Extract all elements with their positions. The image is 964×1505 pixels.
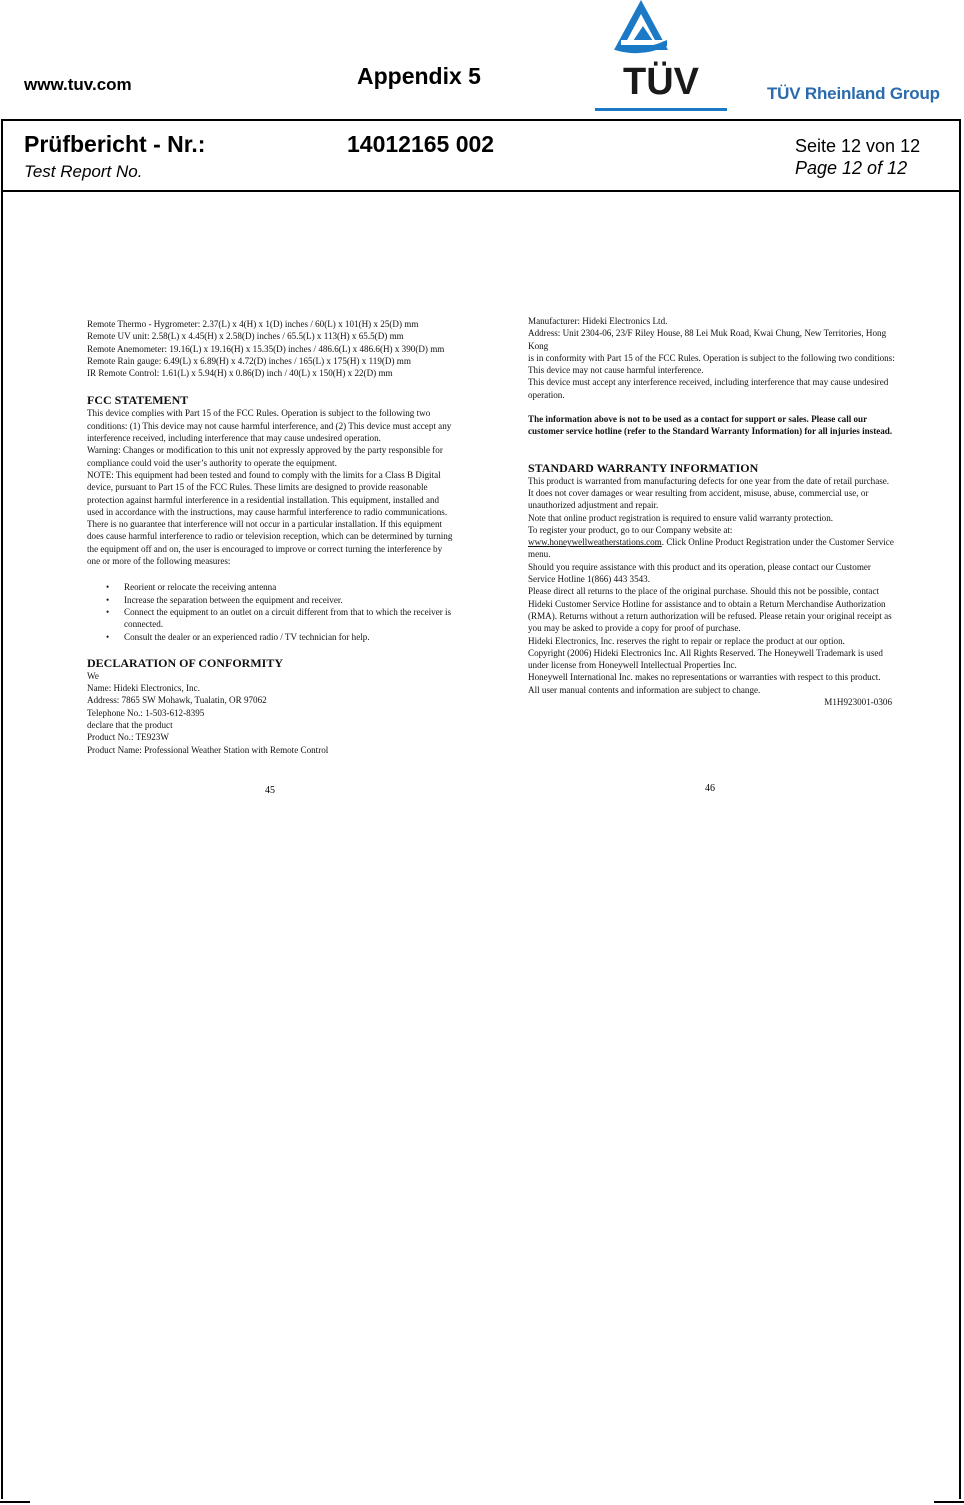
website-url: www.tuv.com [24, 75, 132, 94]
declaration-line: We [87, 670, 99, 681]
registration-text: . Click Online Product Registration under the Customer Service menu. [528, 537, 894, 560]
page-number-right: 46 [705, 783, 715, 794]
manual-page-45 [87, 318, 457, 756]
report-number: 14012165 002 [347, 131, 495, 157]
list-item: • Reorient or relocate the receiving antenna [87, 581, 457, 593]
report-label: Prüfbericht - Nr.: [24, 131, 206, 157]
warranty-paragraph: Should you require assistance with this product and its operation, please contact our Customer Service Hotline 1(866) 443 3543. [528, 561, 871, 585]
spec-line: Remote Rain gauge: 6.49(L) x 6.89(H) x 4.72(D) inches / 165(L) x 175(H) x 119(D) mm [87, 355, 411, 366]
warranty-registration [528, 536, 896, 561]
spec-line: Remote Anemometer: 19.16(L) x 19.16(H) x 15.35(D) inches / 486.6(L) x 486.6(H) x 390(D) mm [87, 343, 445, 354]
report-label-en: Test Report No. [24, 162, 143, 181]
fcc-paragraph: NOTE: This equipment had been tested and found to comply with the limits for a Class B Digital device, pursuant to Part 15 of the FCC Rules. These limits are designed to provide reasonable protection against harmful interference in a residential installation. This equipment, installed and used in accordance with the instructions, may cause harmful interference to radio communications. [87, 469, 448, 517]
warranty-paragraph: Copyright (2006) Hideki Electronics Inc. All Rights Reserved. The Honeywell Trademark is used under license from Honeywell Intellectual Properties Inc. [528, 647, 883, 671]
spec-line: IR Remote Control: 1.61(L) x 5.94(H) x 0.86(D) inch / 40(L) x 150(H) x 22(D) mm [87, 368, 393, 379]
manufacturer-line: Manufacturer: Hideki Electronics Ltd. [528, 316, 668, 326]
spec-line: Remote UV unit: 2.58(L) x 4.45(H) x 2.58(D) inches / 65.5(L) x 113(H) x 65.5(D) mm [87, 331, 404, 342]
warranty-paragraph: Note that online product registration is required to ensure valid warranty protection. [528, 512, 834, 523]
bottom-right-mark [934, 1501, 964, 1503]
warranty-paragraph: Hideki Electronics, Inc. reserves the right to repair or replace the product at our option. [528, 635, 845, 646]
warranty-heading: STANDARD WARRANTY INFORMATION [528, 460, 759, 475]
declaration-line: Name: Hideki Electronics, Inc. [87, 683, 200, 694]
website-link[interactable]: www.honeywellweatherstations.com [528, 537, 662, 548]
header-divider [1, 190, 961, 192]
manual-page-46 [528, 315, 896, 708]
declaration-line: Address: 7865 SW Mohawk, Tualatin, OR 97062 [87, 695, 267, 706]
bottom-left-mark [0, 1501, 30, 1503]
page-number-left: 45 [265, 785, 275, 796]
measures-list [87, 581, 457, 642]
fcc-heading: FCC STATEMENT [87, 393, 189, 408]
warranty-paragraph: Honeywell International Inc. makes no representations or warranties with respect to this product. [528, 672, 881, 683]
manufacturer-line: Address: Unit 2304-06, 23/F Riley House, 88 Lei Muk Road, Kwai Chung, New Territories, Hong Kong [528, 328, 887, 351]
declaration-line: Product No.: TE923W [87, 732, 169, 743]
list-item: • Consult the dealer or an experienced radio / TV technician for help. [87, 631, 457, 643]
declaration-heading: DECLARATION OF CONFORMITY [87, 655, 284, 670]
warranty-paragraph: All user manual contents and information are subject to change. [528, 684, 761, 695]
manufacturer-line: This device must accept any interference received, including interference that may cause undesired operation. [528, 377, 889, 400]
manufacturer-line: This device may not cause harmful interference. [528, 365, 704, 376]
declaration-line: declare that the product [87, 720, 173, 731]
warranty-paragraph: To register your product, go to our Company website at: [528, 524, 733, 535]
support-notice: The information above is not to be used as a contact for support or sales. Please call our customer service hotline (refer to the Standard Warranty Information) for all injuries instead. [528, 414, 893, 437]
list-item: • Increase the separation between the equipment and receiver. [87, 594, 457, 606]
fcc-paragraph: Warning: Changes or modification to this unit not expressly approved by the party responsible for compliance could void the user’s authority to operate the equipment. [87, 445, 443, 468]
page-indicator-en: Page 12 of 12 [795, 158, 908, 178]
warranty-paragraph: This product is warranted from manufacturing defects for one year from the date of retail purchase. It does not cover damages or wear resulting from accident, misuse, abuse, commercial use, or unauthorized adjustment and repair. [528, 475, 890, 511]
page-indicator-de: Seite 12 von 12 [795, 136, 921, 156]
warranty-paragraph: Please direct all returns to the place of the original purchase. Should this not be possible, contact Hideki Customer Service Hotline for assistance and to obtain a Return Merchandise Authorization (RMA). Returns without a return authorization will be refused. Please retain your original receipt as you may be asked to provide a copy for proof of purchase. [528, 586, 892, 634]
tuv-logo [593, 0, 729, 113]
model-code: M1H923001-0306 [824, 697, 892, 708]
spec-line: Remote Thermo - Hygrometer: 2.37(L) x 4(H) x 1(D) inches / 60(L) x 101(H) x 25(D) mm [87, 319, 419, 329]
logo-text: TÜV [623, 61, 699, 103]
tuv-group-name: TÜV Rheinland Group [767, 84, 940, 103]
fcc-paragraph: This device complies with Part 15 of the FCC Rules. Operation is subject to the following two conditions: (1) This device may not cause harmful interference, and (2) This device must accept any interference received, including interference that may cause undesired operation. [87, 408, 452, 444]
declaration-line: Telephone No.: 1-503-612-8395 [87, 707, 205, 718]
manufacturer-line: is in conformity with Part 15 of the FCC Rules. Operation is subject to the following two conditions: [528, 352, 895, 363]
appendix-title: Appendix 5 [357, 63, 481, 89]
list-item: • Connect the equipment to an outlet on a circuit different from that to which the receiver is connected. [87, 606, 457, 631]
declaration-line: Product Name: Professional Weather Station with Remote Control [87, 744, 329, 755]
fcc-paragraph: There is no guarantee that interference will not occur in a particular installation. If this equipment does cause harmful interference to radio or television reception, which can be determined by turning the equipment off and on, the user is encouraged to improve or correct turning the interference by one or more of the following measures: [87, 519, 453, 567]
